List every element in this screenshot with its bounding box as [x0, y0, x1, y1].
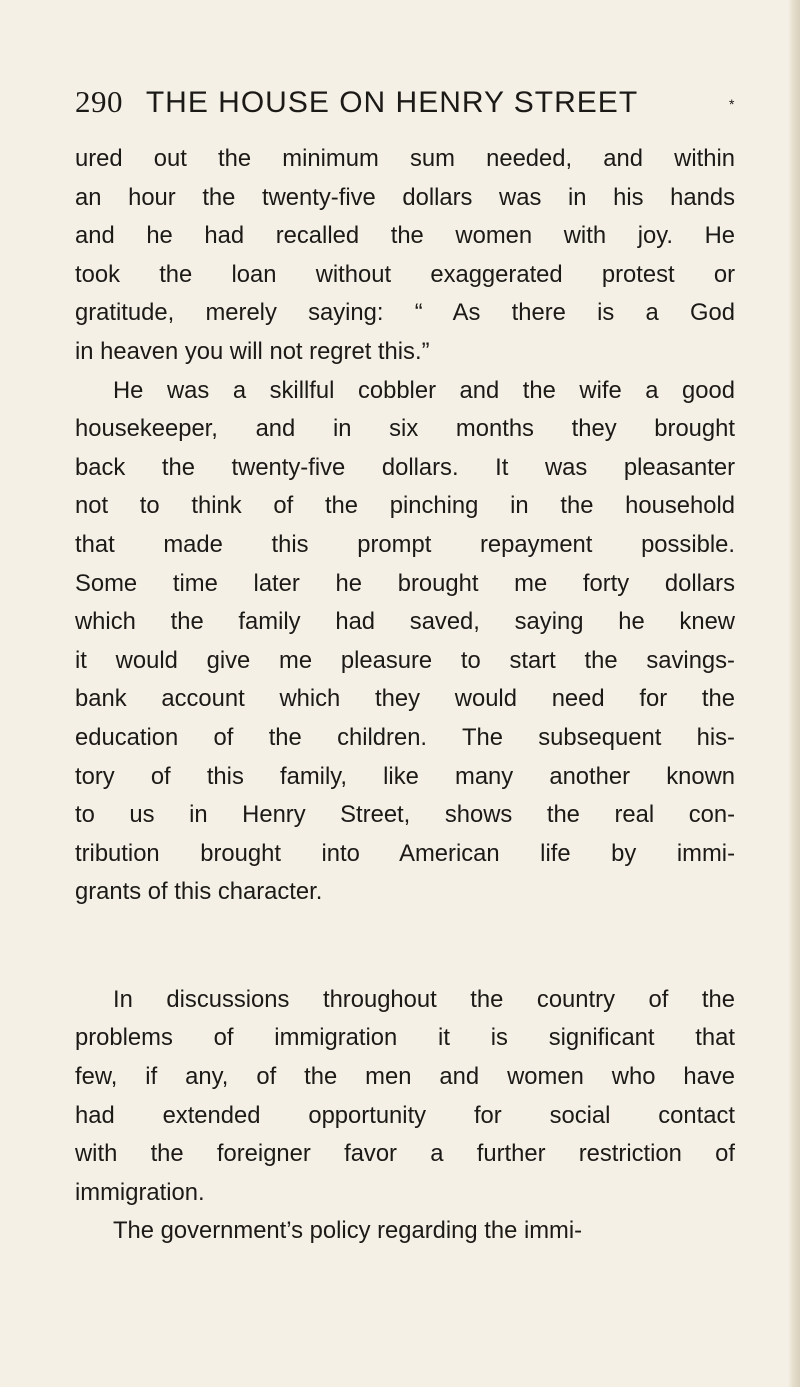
- text-line: grants of this character.: [75, 878, 323, 906]
- text-line: education of the children. The subsequent his-: [75, 723, 735, 751]
- body-text: [75, 140, 735, 1251]
- paragraph-1: [75, 140, 735, 372]
- text-line: In discussions throughout the country of the: [113, 985, 735, 1013]
- book-title: THE HOUSE ON HENRY STREET: [145, 86, 639, 119]
- text-line: immigration.: [75, 1178, 205, 1206]
- text-line: to us in Henry Street, shows the real con-: [75, 801, 735, 829]
- paragraph-2: [75, 372, 735, 912]
- text-line: that made this prompt repayment possible.: [75, 530, 735, 558]
- text-line: in heaven you will not regret this.”: [75, 337, 430, 365]
- text-line: had extended opportunity for social contact: [75, 1101, 735, 1129]
- text-line: not to think of the pinching in the household: [75, 492, 735, 520]
- text-line: problems of immigration it is significant that: [75, 1024, 735, 1052]
- text-line: bank account which they would need for the: [75, 685, 735, 713]
- text-line: an hour the twenty-five dollars was in his hands: [75, 183, 735, 211]
- text-line: it would give me pleasure to start the savings-: [75, 646, 735, 674]
- page-number: 290: [75, 84, 123, 119]
- text-line: ured out the minimum sum needed, and within: [75, 145, 735, 172]
- text-line: which the family had saved, saying he knew: [75, 608, 735, 636]
- paragraph-4: [75, 1212, 735, 1251]
- text-line: few, if any, of the men and women who have: [75, 1063, 735, 1091]
- text-line: took the loan without exaggerated protest or: [75, 260, 735, 288]
- text-line: and he had recalled the women with joy. He: [75, 222, 735, 250]
- text-line: back the twenty-five dollars. It was pleasanter: [75, 453, 735, 481]
- section-break: [75, 912, 735, 981]
- text-line: The government’s policy regarding the immi-: [113, 1217, 583, 1245]
- text-line: housekeeper, and in six months they brought: [75, 415, 735, 443]
- page-edge-shadow: [788, 0, 800, 1387]
- text-line: tory of this family, like many another known: [75, 762, 735, 790]
- printer-mark: *: [729, 96, 735, 112]
- text-line: with the foreigner favor a further restriction of: [75, 1140, 735, 1168]
- text-line: Some time later he brought me forty dollars: [75, 569, 735, 597]
- running-head: [75, 82, 735, 122]
- text-line: He was a skillful cobbler and the wife a good: [113, 376, 735, 404]
- paragraph-3: [75, 981, 735, 1213]
- text-line: tribution brought into American life by immi-: [75, 839, 735, 867]
- text-line: gratitude, merely saying: “ As there is a God: [75, 299, 735, 327]
